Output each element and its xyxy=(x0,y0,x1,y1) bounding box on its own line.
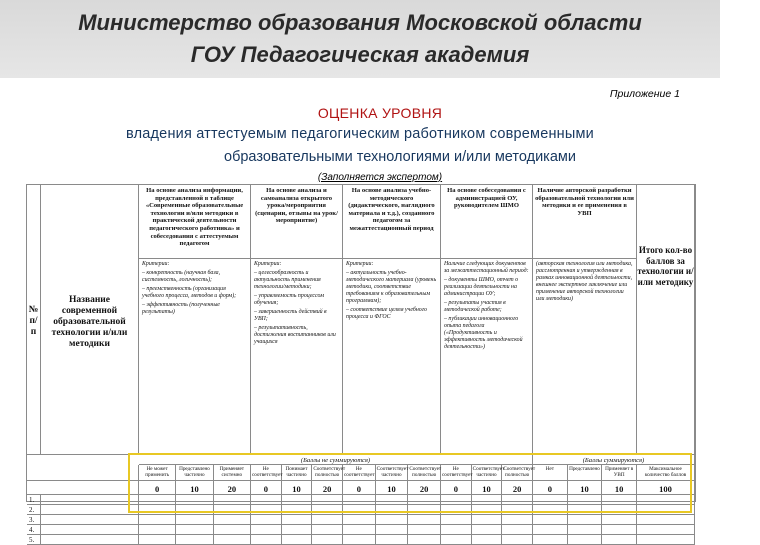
row-number: 1. xyxy=(27,495,41,505)
technology-name-header: Название современной образовательной технологии и/или методики xyxy=(41,185,139,455)
row-score-cell xyxy=(343,505,376,515)
row-score-cell xyxy=(282,525,313,535)
row-number: 4. xyxy=(27,525,41,535)
total-header: Итого кол-во баллов за технологии и/или методику xyxy=(637,185,695,455)
row-score-cell xyxy=(214,535,251,545)
slide-header xyxy=(0,0,720,78)
row-score-cell xyxy=(343,515,376,525)
row-score-cell xyxy=(533,535,568,545)
row-score-cell xyxy=(568,495,603,505)
row-score-cell xyxy=(343,535,376,545)
academy-title: ГОУ Педагогическая академия xyxy=(190,42,530,67)
score-value: 20 xyxy=(312,481,343,495)
criterion-header-4: На основе собеседования с администрацией ОУ, руководителем ШМО xyxy=(441,185,533,259)
row-score-cell xyxy=(637,495,695,505)
row-number: 5. xyxy=(27,535,41,545)
band-summed: (Баллы суммируются) xyxy=(533,455,695,465)
row-name-cell xyxy=(41,505,139,515)
row-score-cell xyxy=(637,525,695,535)
row-score-cell xyxy=(408,515,441,525)
sub-label: Соответствует частично xyxy=(472,465,503,481)
row-score-cell xyxy=(139,525,176,535)
row-score-cell xyxy=(472,495,503,505)
row-score-cell xyxy=(282,535,313,545)
row-score-cell xyxy=(637,515,695,525)
ministry-title: Министерство образования Московской области xyxy=(78,10,642,35)
row-score-cell xyxy=(312,525,343,535)
assessment-subtitle-line2: образовательными технологиями и/или методиками xyxy=(224,149,576,165)
row-score-cell xyxy=(441,525,472,535)
sub-label: Соответствует полностью xyxy=(502,465,533,481)
row-score-cell xyxy=(602,535,637,545)
row-score-cell xyxy=(441,505,472,515)
row-score-cell xyxy=(214,525,251,535)
row-score-cell xyxy=(214,495,251,505)
row-score-cell xyxy=(282,495,313,505)
row-score-cell xyxy=(441,515,472,525)
row-score-cell xyxy=(533,515,568,525)
row-score-cell xyxy=(176,505,213,515)
row-score-cell xyxy=(139,535,176,545)
row-number: 2. xyxy=(27,505,41,515)
row-score-cell xyxy=(176,535,213,545)
row-score-cell xyxy=(214,505,251,515)
score-value: 0 xyxy=(251,481,282,495)
row-score-cell xyxy=(408,495,441,505)
sub-label: Максимальное количество баллов xyxy=(637,465,695,481)
criterion-header-5: Наличие авторской разработки образовательной технологии или методики и ее применения в УВП xyxy=(533,185,637,259)
sub-label: Применяет системно xyxy=(214,465,251,481)
row-score-cell xyxy=(251,525,282,535)
row-score-cell xyxy=(376,525,409,535)
row-score-cell xyxy=(376,515,409,525)
row-score-cell xyxy=(502,505,533,515)
row-score-cell xyxy=(139,515,176,525)
row-score-cell xyxy=(408,505,441,515)
criterion-header-1: На основе анализа информации, представленной в таблице «Современные образовательные технологии и/или методики в практической деятельности педагогического работника» и собеседования с аттестуемым педагогом xyxy=(139,185,251,259)
score-value: 10 xyxy=(472,481,503,495)
row-score-cell xyxy=(533,495,568,505)
row-score-cell xyxy=(312,535,343,545)
row-score-cell xyxy=(568,505,603,515)
row-score-cell xyxy=(637,535,695,545)
row-name-cell xyxy=(41,535,139,545)
assessment-heading: ОЦЕНКА УРОВНЯ xyxy=(317,105,443,121)
expert-note: (Заполняется экспертом) xyxy=(317,172,443,183)
row-score-cell xyxy=(602,505,637,515)
row-score-cell xyxy=(472,515,503,525)
score-value: 10 xyxy=(602,481,637,495)
sub-label: Нет xyxy=(533,465,568,481)
row-score-cell xyxy=(176,515,213,525)
row-score-cell xyxy=(533,525,568,535)
score-value: 0 xyxy=(343,481,376,495)
sub-label: Не соответствует xyxy=(343,465,376,481)
sub-label: Соответствует полностью xyxy=(312,465,343,481)
score-value: 20 xyxy=(408,481,441,495)
row-name-cell xyxy=(41,515,139,525)
row-score-cell xyxy=(408,535,441,545)
row-name-cell xyxy=(41,495,139,505)
score-value: 10 xyxy=(376,481,409,495)
criterion-body-3: Критерии: – актуальность учебно-методического материала (уровень методики, соответствие требованиям к образовательным программам); – соответствие целям учебного процесса и ФГОС xyxy=(343,259,441,455)
row-score-cell xyxy=(312,505,343,515)
row-score-cell xyxy=(408,525,441,535)
row-score-cell xyxy=(602,495,637,505)
row-score-cell xyxy=(502,535,533,545)
row-score-cell xyxy=(502,515,533,525)
score-value: 0 xyxy=(441,481,472,495)
row-score-cell xyxy=(251,535,282,545)
sub-label: Представлено xyxy=(568,465,603,481)
row-score-cell xyxy=(502,525,533,535)
row-score-cell xyxy=(376,535,409,545)
criterion-body-1: Критерии: – конкретность (научная база, системность, логичность); – преемственность (организация учебного процесса, методов и форм); – эффективность (полученные результаты) xyxy=(139,259,251,455)
band-not-summed: (Баллы не суммируются) xyxy=(139,455,533,465)
row-score-cell xyxy=(282,505,313,515)
sub-label: Не соответствует xyxy=(251,465,282,481)
row-number: 3. xyxy=(27,515,41,525)
score-value: 10 xyxy=(568,481,603,495)
row-score-cell xyxy=(568,535,603,545)
score-value: 20 xyxy=(214,481,251,495)
sub-label: Соответствует полностью xyxy=(408,465,441,481)
sub-label: Понимает частично xyxy=(282,465,313,481)
row-name-cell xyxy=(41,525,139,535)
row-score-cell xyxy=(312,515,343,525)
row-score-cell xyxy=(343,495,376,505)
row-score-cell xyxy=(472,505,503,515)
assessment-subtitle-line1: владения аттестуемым педагогическим работником современными xyxy=(126,126,594,142)
row-score-cell xyxy=(533,505,568,515)
row-score-cell xyxy=(441,495,472,505)
score-value: 10 xyxy=(282,481,313,495)
score-value: 100 xyxy=(637,481,695,495)
appendix-label: Приложение 1 xyxy=(609,88,680,100)
row-score-cell xyxy=(637,505,695,515)
score-value: 0 xyxy=(533,481,568,495)
sub-label: Не соответствует xyxy=(441,465,472,481)
row-score-cell xyxy=(251,495,282,505)
row-score-cell xyxy=(139,495,176,505)
sub-label: Представлено частично xyxy=(176,465,213,481)
criterion-body-4: Наличие следующих документов за межаттестационный период: – документы ШМО, отчет о реализации деятельности на администрации ОУ; – результаты участия в методической работе; – публикации инновационного опыта педагога («Продуктивность и эффективность методической деятельности») xyxy=(441,259,533,455)
criterion-body-5: (авторская технология или методика, рассмотренная и утвержденная в рамках инновационной деятельности, внешнее экспертное заключение или применение авторской технологии или методики) xyxy=(533,259,637,455)
score-value: 0 xyxy=(139,481,176,495)
row-score-cell xyxy=(176,525,213,535)
row-score-cell xyxy=(251,515,282,525)
row-score-cell xyxy=(502,495,533,505)
row-score-cell xyxy=(312,495,343,505)
row-score-cell xyxy=(282,515,313,525)
row-score-cell xyxy=(602,525,637,535)
sub-label: Применяет в УВП xyxy=(602,465,637,481)
row-score-cell xyxy=(214,515,251,525)
criterion-header-3: На основе анализа учебно-методического (дидактического, наглядного материала и т.д.), созданного педагогом за межаттестационный период xyxy=(343,185,441,259)
row-score-cell xyxy=(139,505,176,515)
row-score-cell xyxy=(251,505,282,515)
criterion-header-2: На основе анализа и самоанализа открытого урока/мероприятия (сценарии, отзывы на урок/мероприятие) xyxy=(251,185,343,259)
row-score-cell xyxy=(376,495,409,505)
no-header: № п/п xyxy=(27,185,41,455)
row-score-cell xyxy=(376,505,409,515)
sub-label: Соответствует частично xyxy=(376,465,409,481)
assessment-table xyxy=(26,184,696,544)
sub-label: Не может применить xyxy=(139,465,176,481)
row-score-cell xyxy=(176,495,213,505)
row-score-cell xyxy=(602,515,637,525)
row-score-cell xyxy=(568,525,603,535)
criterion-body-2: Критерии: – целесообразность и актуальность применения технологии/методики; – управляемость процессом обучения; – завершенность действий в УВП; – результативность, достижения воспитанников или учащихся xyxy=(251,259,343,455)
row-score-cell xyxy=(568,515,603,525)
row-score-cell xyxy=(441,535,472,545)
row-score-cell xyxy=(343,525,376,535)
score-value: 20 xyxy=(502,481,533,495)
row-score-cell xyxy=(472,535,503,545)
score-value: 10 xyxy=(176,481,213,495)
score-row-blank xyxy=(27,481,139,495)
sub-label-blank xyxy=(27,465,139,481)
row-score-cell xyxy=(472,525,503,535)
